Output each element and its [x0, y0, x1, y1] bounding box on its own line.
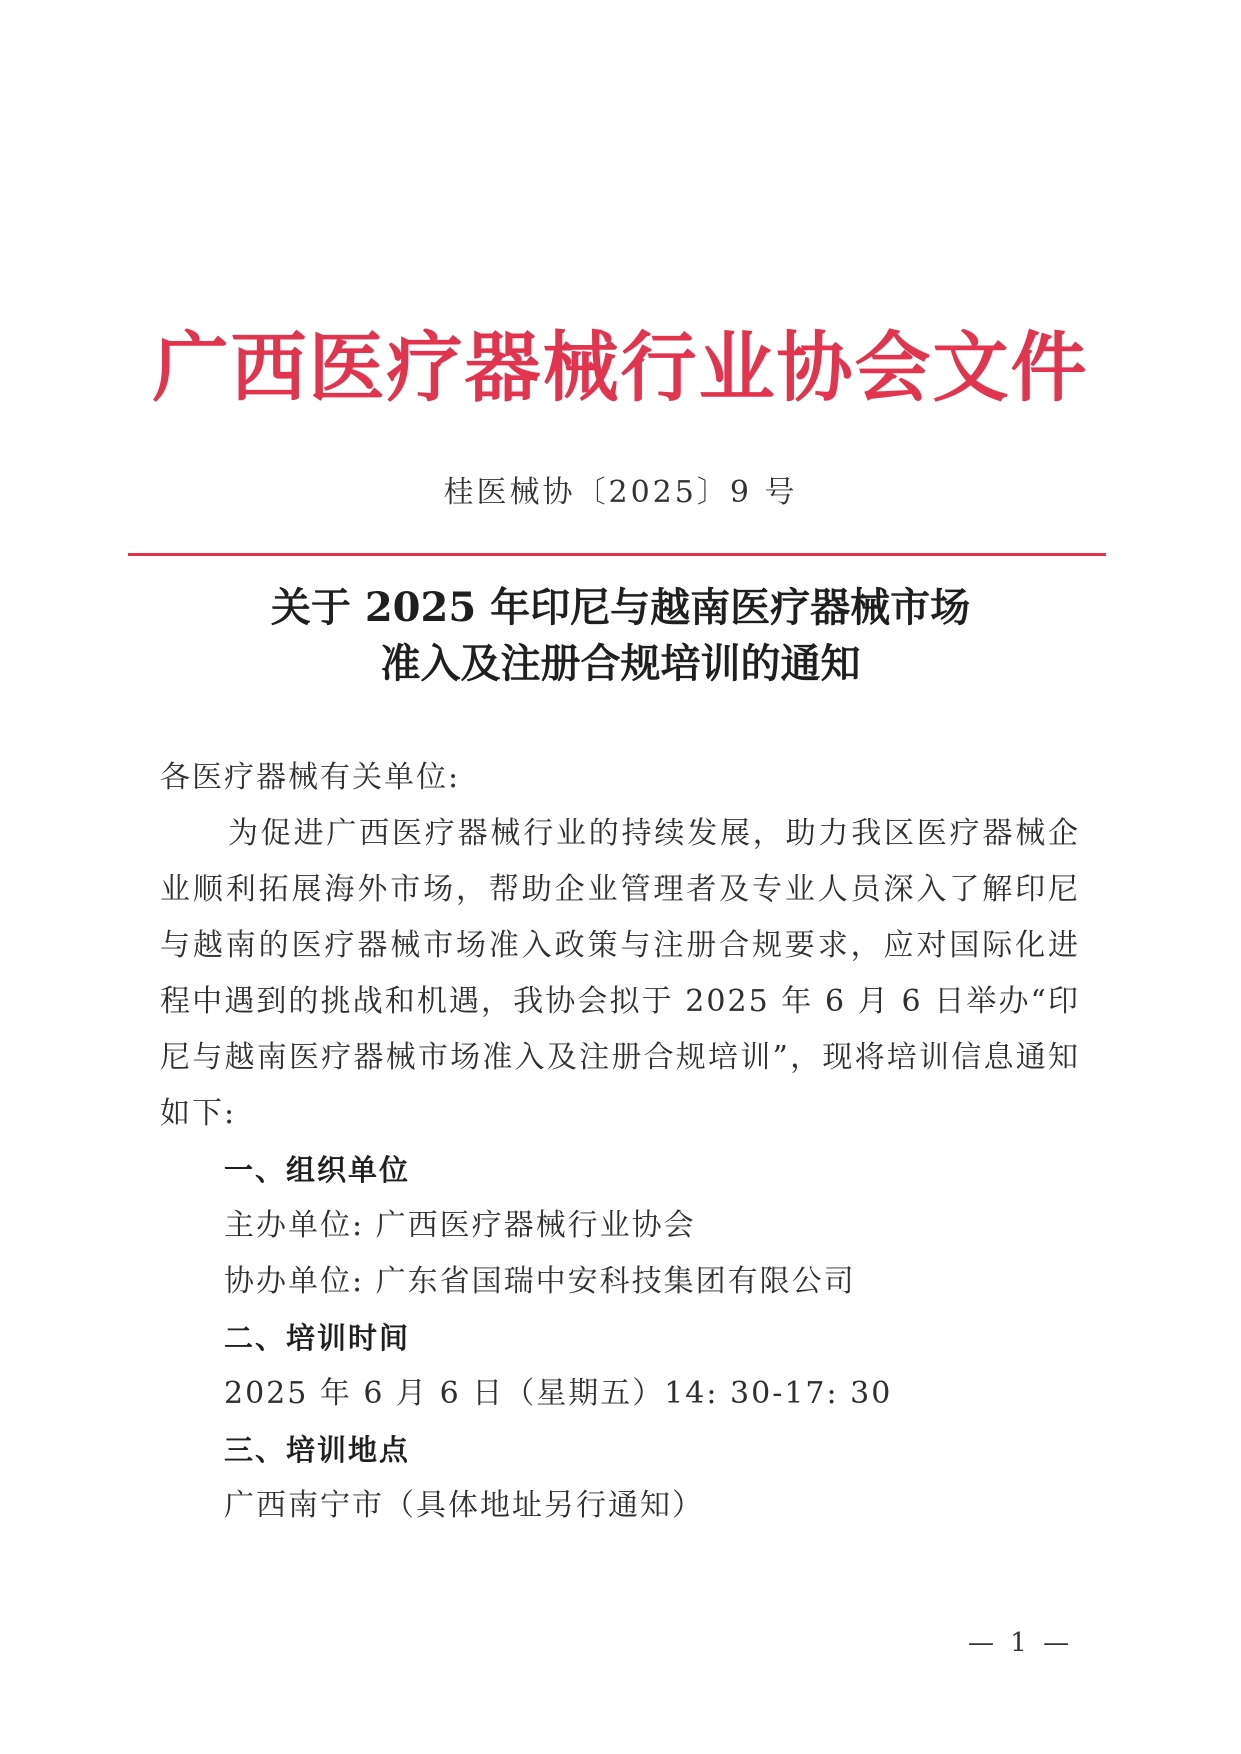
training-time-line: 2025 年 6 月 6 日（星期五）14: 30-17: 30	[224, 1376, 893, 1411]
intro-paragraph: 为促进广西医疗器械行业的持续发展，助力我区医疗器械企业顺利拓展海外市场，帮助企业管理者及专业人员深入了解印尼与越南的医疗器械市场准入政策与注册合规要求，应对国际化进程中遇到的挑战和机遇，我协会拟于 2025 年 6 月 6 日举办“印尼与越南医疗器械市场准入及注册合规培训”，现将培训信息通知如下:	[160, 816, 1080, 1131]
salutation: 各医疗器械有关单位:	[160, 760, 461, 795]
notice-body	[160, 750, 1080, 1534]
notice-title-line-2: 准入及注册合规培训的通知	[380, 640, 861, 687]
host-organizer-line: 主办单位: 广西医疗器械行业协会	[224, 1208, 696, 1243]
section-heading-training-time: 二、培训时间	[224, 1321, 411, 1355]
section-heading-training-location: 三、培训地点	[224, 1433, 411, 1467]
red-separator-line	[128, 553, 1106, 556]
section-heading-organizers: 一、组织单位	[224, 1153, 411, 1187]
notice-title	[0, 580, 1241, 692]
training-location-line: 广西南宁市（具体地址另行通知）	[224, 1488, 704, 1523]
notice-title-line-1: 关于 2025 年印尼与越南医疗器械市场	[270, 584, 971, 631]
co-organizer-line: 协办单位: 广东省国瑞中安科技集团有限公司	[224, 1264, 856, 1299]
document-number: 桂医械协〔2025〕9 号	[443, 475, 798, 510]
issuing-authority-title: 广西医疗器械行业协会文件	[152, 323, 1089, 412]
page-number: — 1 —	[968, 1628, 1074, 1658]
